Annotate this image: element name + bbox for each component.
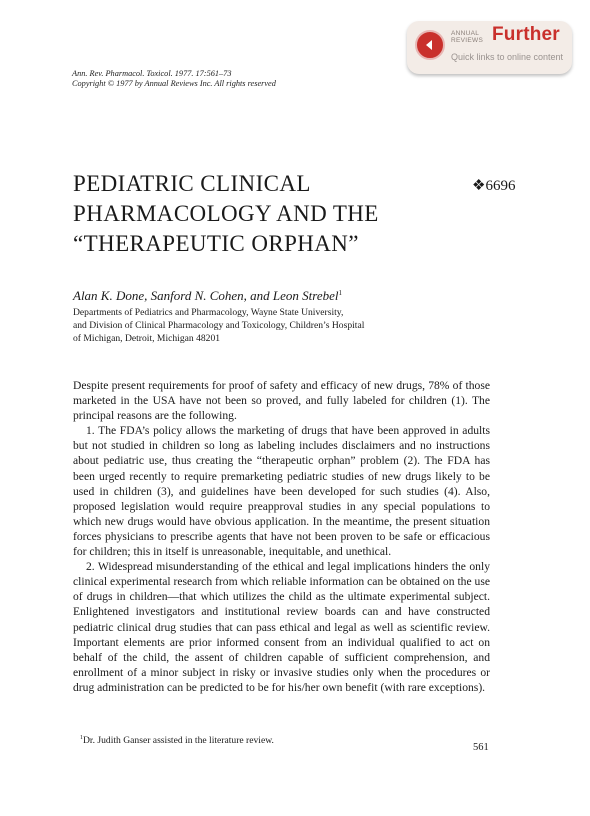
further-links-badge[interactable] <box>407 21 572 74</box>
badge-subtitle: Quick links to online content <box>451 52 564 62</box>
footnote-text: Dr. Judith Ganser assisted in the literature review. <box>83 735 274 746</box>
badge-brand: ANNUAL REVIEWS <box>451 30 484 44</box>
author-footnote-mark: 1 <box>338 289 343 297</box>
article-title <box>73 169 453 259</box>
title-line: PHARMACOLOGY AND THE <box>73 201 379 226</box>
footnote-mark: 1 <box>80 735 83 741</box>
title-line: “THERAPEUTIC ORPHAN” <box>73 231 359 256</box>
body-paragraph: 2. Widespread misunderstanding of the ethical and legal implications hinders the only clinical experimental research from which reliable information can be obtained on the use of drugs in children—that which utilizes the child as the ultimate experimental subject. Enlightened investigators and institutional review boards can and have constructed pediatric clinical drug studies that can pass ethical and legal as well as scientific review. Important elements are prior informed consent from an individual qualified to act on behalf of the child, the assent of children capable of sufficient comprehension, and enrollment of a minor subject in risky or invasive studies only when the procedures or drug administration can be predicted to be for his/her own benefit (with rare exceptions). <box>73 560 490 694</box>
article-id: ❖6696 <box>472 178 516 194</box>
affiliation-line: Departments of Pediatrics and Pharmacology, Wayne State University, <box>73 307 344 318</box>
affiliation-line: of Michigan, Detroit, Michigan 48201 <box>73 333 221 344</box>
authors <box>73 288 493 304</box>
affiliation <box>73 306 503 345</box>
title-line: PEDIATRIC CLINICAL <box>73 171 311 196</box>
author-names: Alan K. Done, Sanford N. Cohen, and Leon Strebel <box>73 288 339 303</box>
footnote <box>80 735 410 746</box>
journal-citation <box>72 69 372 89</box>
article-body <box>73 378 490 695</box>
affiliation-line: and Division of Clinical Pharmacology and Toxicology, Children’s Hospital <box>73 320 365 331</box>
annual-reviews-logo-icon <box>415 30 445 60</box>
body-paragraph: 1. The FDA’s policy allows the marketing of drugs that have been approved in adults but not studied in children so long as labeling includes disclaimers and no instructions about pediatric use, thus creating the “therapeutic orphan” problem (2). The FDA has been urged recently to require premarketing pediatric studies of new drugs likely to be used in children (3), and guidelines have been developed for such studies (4). Also, proposed legislation would require preapproval studies in any special populations to which new drugs would have obvious application. In the meantime, the present situation forces physicians to prescribe agents that have not been proven to be safe or efficacious for children; this in itself is unreasonable, inequitable, and unethical. <box>73 424 490 559</box>
page-number: 561 <box>473 742 489 753</box>
badge-title: Further <box>492 24 560 45</box>
copyright-line: Copyright © 1977 by Annual Reviews Inc. All rights reserved <box>72 79 276 88</box>
citation-line: Ann. Rev. Pharmacol. Toxicol. 1977. 17:561–73 <box>72 69 232 78</box>
body-paragraph: Despite present requirements for proof of safety and efficacy of new drugs, 78% of those marketed in the USA have not been so proved, and fully labeled for children (1). The principal reasons are the following. <box>73 379 490 423</box>
